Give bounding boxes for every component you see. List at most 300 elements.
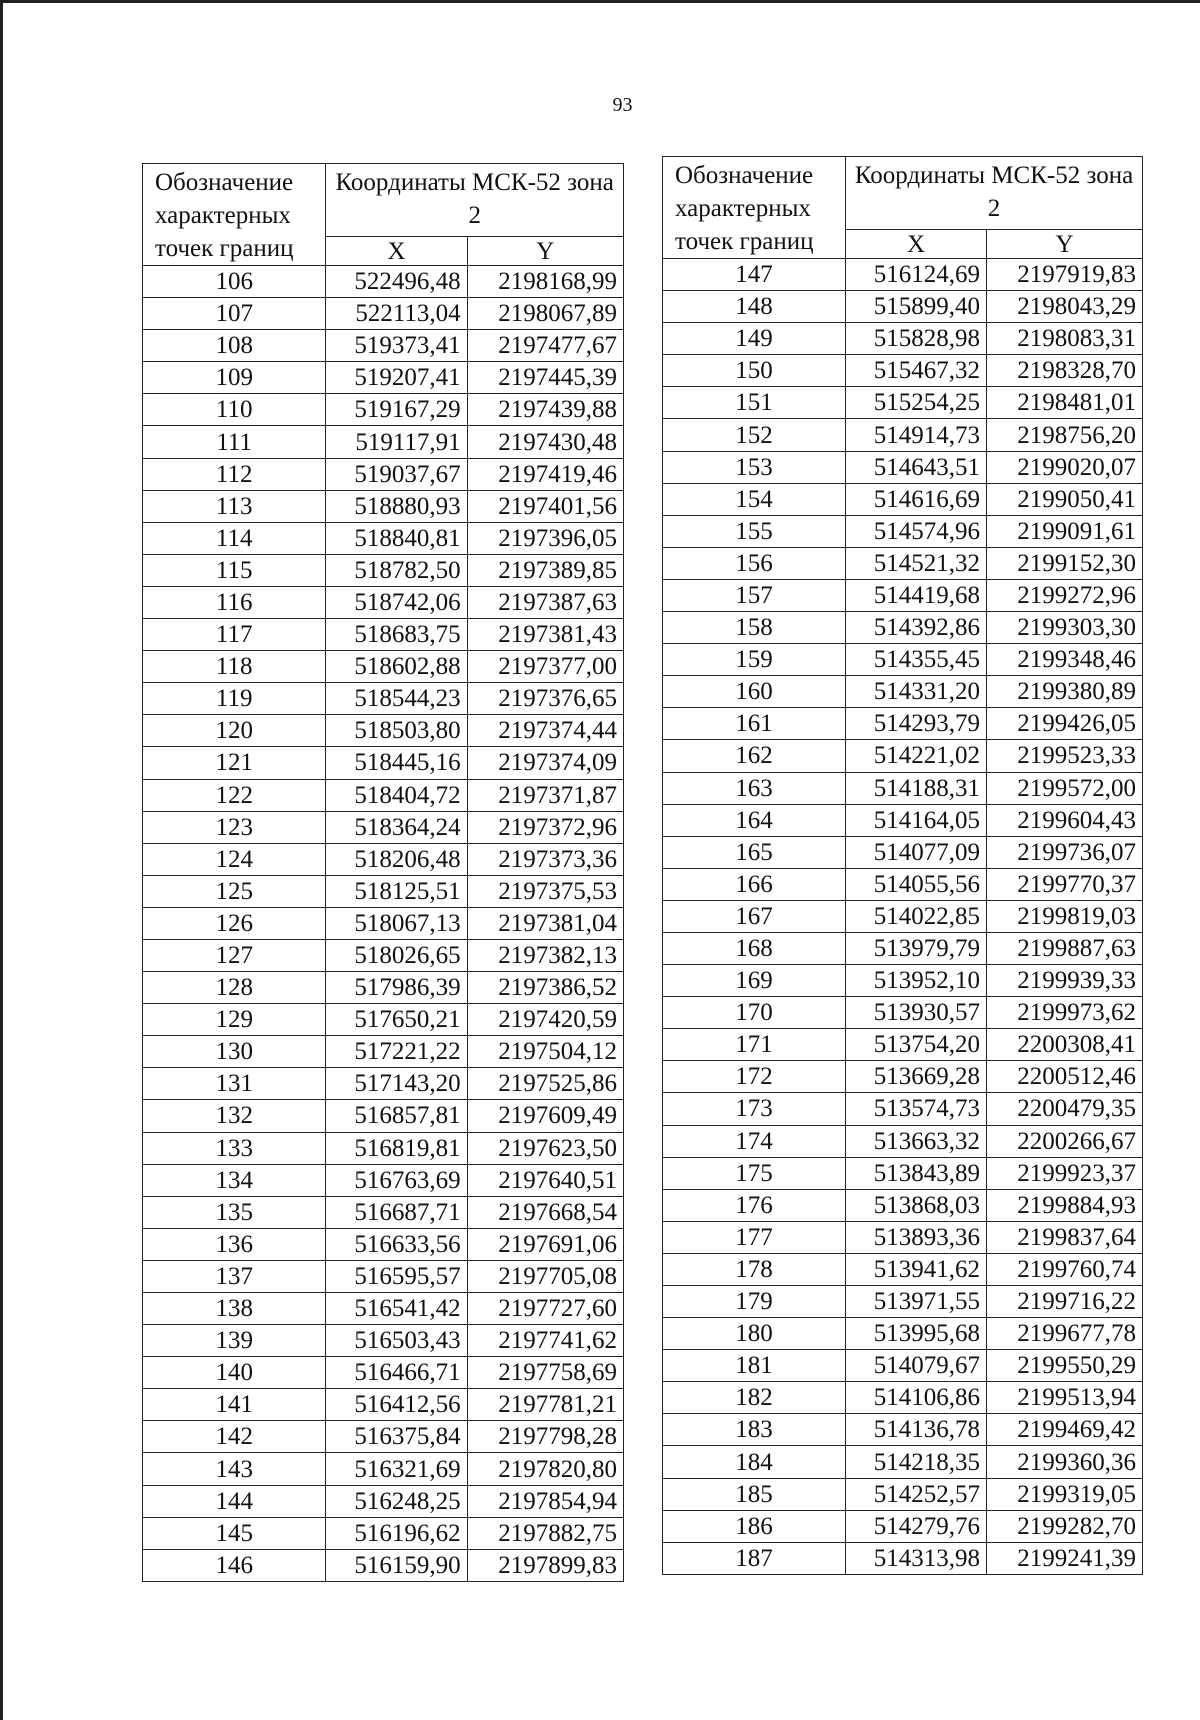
x-coordinate-cell: 516375,84 <box>326 1421 467 1453</box>
x-coordinate-cell: 519167,29 <box>326 394 467 426</box>
point-number-cell: 179 <box>663 1286 846 1318</box>
y-coordinate-cell: 2197798,28 <box>467 1421 623 1453</box>
table-row <box>663 419 1143 451</box>
y-coordinate-cell: 2198481,01 <box>987 387 1143 419</box>
point-number-cell: 173 <box>663 1093 846 1125</box>
y-coordinate-cell: 2199736,07 <box>987 836 1143 868</box>
x-coordinate-cell: 517650,21 <box>326 1004 467 1036</box>
table-row <box>143 1068 624 1100</box>
y-coordinate-cell: 2199939,33 <box>987 965 1143 997</box>
table-row <box>143 266 624 298</box>
point-number-cell: 125 <box>143 875 326 907</box>
point-number-cell: 118 <box>143 651 326 683</box>
point-number-cell: 134 <box>143 1164 326 1196</box>
table-row <box>143 1517 624 1549</box>
x-coordinate-cell: 514643,51 <box>846 451 987 483</box>
point-number-cell: 107 <box>143 298 326 330</box>
y-coordinate-cell: 2198083,31 <box>987 323 1143 355</box>
table-row <box>143 1260 624 1292</box>
y-coordinate-cell: 2197525,86 <box>467 1068 623 1100</box>
x-coordinate-cell: 518683,75 <box>326 619 467 651</box>
y-coordinate-cell: 2199380,89 <box>987 676 1143 708</box>
y-coordinate-cell: 2197899,83 <box>467 1549 623 1581</box>
table-row <box>663 1157 1143 1189</box>
table-row <box>143 1485 624 1517</box>
x-coordinate-cell: 513754,20 <box>846 1029 987 1061</box>
x-coordinate-cell: 513971,55 <box>846 1286 987 1318</box>
table-row <box>663 612 1143 644</box>
y-coordinate-cell: 2197609,49 <box>467 1100 623 1132</box>
point-number-cell: 166 <box>663 868 846 900</box>
header-point-designation: Обозначение характерных точек границ <box>663 157 846 259</box>
table-row <box>143 1357 624 1389</box>
x-coordinate-cell: 514022,85 <box>846 900 987 932</box>
table-row <box>143 907 624 939</box>
table-row <box>663 1061 1143 1093</box>
y-coordinate-cell: 2197375,53 <box>467 875 623 907</box>
point-number-cell: 155 <box>663 515 846 547</box>
table-row <box>143 875 624 907</box>
point-number-cell: 157 <box>663 579 846 611</box>
point-number-cell: 123 <box>143 811 326 843</box>
table-row <box>143 426 624 458</box>
y-coordinate-cell: 2199604,43 <box>987 804 1143 836</box>
table-row <box>663 1414 1143 1446</box>
y-coordinate-cell: 2199760,74 <box>987 1253 1143 1285</box>
point-number-cell: 127 <box>143 939 326 971</box>
header-x: X <box>846 230 987 259</box>
table-row <box>143 972 624 1004</box>
point-number-cell: 177 <box>663 1221 846 1253</box>
y-coordinate-cell: 2197419,46 <box>467 458 623 490</box>
x-coordinate-cell: 522496,48 <box>326 266 467 298</box>
point-number-cell: 120 <box>143 715 326 747</box>
point-number-cell: 106 <box>143 266 326 298</box>
table-row <box>143 458 624 490</box>
point-number-cell: 159 <box>663 644 846 676</box>
y-coordinate-cell: 2199272,96 <box>987 579 1143 611</box>
x-coordinate-cell: 516412,56 <box>326 1389 467 1421</box>
y-coordinate-cell: 2197389,85 <box>467 554 623 586</box>
y-coordinate-cell: 2197919,83 <box>987 259 1143 291</box>
y-coordinate-cell: 2199523,33 <box>987 740 1143 772</box>
point-number-cell: 175 <box>663 1157 846 1189</box>
x-coordinate-cell: 516763,69 <box>326 1164 467 1196</box>
point-number-cell: 139 <box>143 1325 326 1357</box>
y-coordinate-cell: 2197882,75 <box>467 1517 623 1549</box>
x-coordinate-cell: 514313,98 <box>846 1542 987 1574</box>
point-number-cell: 184 <box>663 1446 846 1478</box>
y-coordinate-cell: 2199923,37 <box>987 1157 1143 1189</box>
x-coordinate-cell: 514164,05 <box>846 804 987 836</box>
point-number-cell: 108 <box>143 330 326 362</box>
x-coordinate-cell: 517986,39 <box>326 972 467 1004</box>
table-row <box>143 586 624 618</box>
table-row <box>663 291 1143 323</box>
x-coordinate-cell: 514521,32 <box>846 547 987 579</box>
table-row <box>663 868 1143 900</box>
y-coordinate-cell: 2197387,63 <box>467 586 623 618</box>
table-row <box>663 644 1143 676</box>
x-coordinate-cell: 514914,73 <box>846 419 987 451</box>
point-number-cell: 143 <box>143 1453 326 1485</box>
x-coordinate-cell: 514279,76 <box>846 1510 987 1542</box>
y-coordinate-cell: 2197372,96 <box>467 811 623 843</box>
y-coordinate-cell: 2197381,04 <box>467 907 623 939</box>
y-coordinate-cell: 2197420,59 <box>467 1004 623 1036</box>
x-coordinate-cell: 514079,67 <box>846 1350 987 1382</box>
y-coordinate-cell: 2199677,78 <box>987 1318 1143 1350</box>
table-row <box>663 515 1143 547</box>
y-coordinate-cell: 2199303,30 <box>987 612 1143 644</box>
point-number-cell: 109 <box>143 362 326 394</box>
table-row <box>143 939 624 971</box>
x-coordinate-cell: 513574,73 <box>846 1093 987 1125</box>
y-coordinate-cell: 2197445,39 <box>467 362 623 394</box>
y-coordinate-cell: 2199241,39 <box>987 1542 1143 1574</box>
y-coordinate-cell: 2199426,05 <box>987 708 1143 740</box>
table-row <box>663 483 1143 515</box>
y-coordinate-cell: 2197430,48 <box>467 426 623 458</box>
x-coordinate-cell: 514077,09 <box>846 836 987 868</box>
point-number-cell: 180 <box>663 1318 846 1350</box>
x-coordinate-cell: 519037,67 <box>326 458 467 490</box>
y-coordinate-cell: 2197382,13 <box>467 939 623 971</box>
table-row <box>663 740 1143 772</box>
y-coordinate-cell: 2197373,36 <box>467 843 623 875</box>
x-coordinate-cell: 516321,69 <box>326 1453 467 1485</box>
y-coordinate-cell: 2197691,06 <box>467 1228 623 1260</box>
point-number-cell: 176 <box>663 1189 846 1221</box>
table-row <box>143 554 624 586</box>
y-coordinate-cell: 2199152,30 <box>987 547 1143 579</box>
point-number-cell: 126 <box>143 907 326 939</box>
y-coordinate-cell: 2197504,12 <box>467 1036 623 1068</box>
y-coordinate-cell: 2198043,29 <box>987 291 1143 323</box>
y-coordinate-cell: 2197386,52 <box>467 972 623 1004</box>
y-coordinate-cell: 2199469,42 <box>987 1414 1143 1446</box>
table-row <box>663 1189 1143 1221</box>
header-y: Y <box>467 237 623 266</box>
table-row <box>663 1253 1143 1285</box>
table-row <box>663 836 1143 868</box>
y-coordinate-cell: 2197741,62 <box>467 1325 623 1357</box>
y-coordinate-cell: 2199837,64 <box>987 1221 1143 1253</box>
point-number-cell: 130 <box>143 1036 326 1068</box>
table-row <box>663 451 1143 483</box>
point-number-cell: 187 <box>663 1542 846 1574</box>
point-number-cell: 115 <box>143 554 326 586</box>
point-number-cell: 112 <box>143 458 326 490</box>
point-number-cell: 170 <box>663 997 846 1029</box>
table-body <box>143 266 624 1582</box>
x-coordinate-cell: 514218,35 <box>846 1446 987 1478</box>
y-coordinate-cell: 2197371,87 <box>467 779 623 811</box>
table-row <box>143 715 624 747</box>
y-coordinate-cell: 2199973,62 <box>987 997 1143 1029</box>
point-number-cell: 121 <box>143 747 326 779</box>
table-row <box>143 747 624 779</box>
point-number-cell: 161 <box>663 708 846 740</box>
table-row <box>663 1510 1143 1542</box>
x-coordinate-cell: 516595,57 <box>326 1260 467 1292</box>
x-coordinate-cell: 518364,24 <box>326 811 467 843</box>
y-coordinate-cell: 2197374,44 <box>467 715 623 747</box>
table-row <box>143 1453 624 1485</box>
page-number: 93 <box>612 94 633 116</box>
y-coordinate-cell: 2197727,60 <box>467 1293 623 1325</box>
table-row <box>663 547 1143 579</box>
table-row <box>663 323 1143 355</box>
table-row <box>143 619 624 651</box>
x-coordinate-cell: 514136,78 <box>846 1414 987 1446</box>
table-row <box>143 1421 624 1453</box>
y-coordinate-cell: 2197377,00 <box>467 651 623 683</box>
y-coordinate-cell: 2197668,54 <box>467 1196 623 1228</box>
x-coordinate-cell: 518544,23 <box>326 683 467 715</box>
y-coordinate-cell: 2199770,37 <box>987 868 1143 900</box>
x-coordinate-cell: 518404,72 <box>326 779 467 811</box>
point-number-cell: 169 <box>663 965 846 997</box>
point-number-cell: 153 <box>663 451 846 483</box>
x-coordinate-cell: 515467,32 <box>846 355 987 387</box>
x-coordinate-cell: 518445,16 <box>326 747 467 779</box>
point-number-cell: 150 <box>663 355 846 387</box>
x-coordinate-cell: 518602,88 <box>326 651 467 683</box>
y-coordinate-cell: 2198756,20 <box>987 419 1143 451</box>
point-number-cell: 131 <box>143 1068 326 1100</box>
table-row <box>663 1221 1143 1253</box>
y-coordinate-cell: 2197439,88 <box>467 394 623 426</box>
table-row <box>143 683 624 715</box>
header-y: Y <box>987 230 1143 259</box>
point-number-cell: 111 <box>143 426 326 458</box>
point-number-cell: 154 <box>663 483 846 515</box>
y-coordinate-cell: 2199716,22 <box>987 1286 1143 1318</box>
y-coordinate-cell: 2199091,61 <box>987 515 1143 547</box>
x-coordinate-cell: 515899,40 <box>846 291 987 323</box>
table-row <box>143 1325 624 1357</box>
x-coordinate-cell: 518125,51 <box>326 875 467 907</box>
x-coordinate-cell: 513995,68 <box>846 1318 987 1350</box>
x-coordinate-cell: 516857,81 <box>326 1100 467 1132</box>
x-coordinate-cell: 514331,20 <box>846 676 987 708</box>
y-coordinate-cell: 2197758,69 <box>467 1357 623 1389</box>
table-row <box>143 394 624 426</box>
x-coordinate-cell: 518503,80 <box>326 715 467 747</box>
point-number-cell: 124 <box>143 843 326 875</box>
y-coordinate-cell: 2199884,93 <box>987 1189 1143 1221</box>
point-number-cell: 137 <box>143 1260 326 1292</box>
y-coordinate-cell: 2199020,07 <box>987 451 1143 483</box>
point-number-cell: 168 <box>663 932 846 964</box>
table-row <box>143 1549 624 1581</box>
table-row <box>143 362 624 394</box>
x-coordinate-cell: 513952,10 <box>846 965 987 997</box>
x-coordinate-cell: 513868,03 <box>846 1189 987 1221</box>
point-number-cell: 141 <box>143 1389 326 1421</box>
x-coordinate-cell: 514574,96 <box>846 515 987 547</box>
point-number-cell: 164 <box>663 804 846 836</box>
table-row <box>143 1164 624 1196</box>
table-row <box>143 1100 624 1132</box>
x-coordinate-cell: 518742,06 <box>326 586 467 618</box>
y-coordinate-cell: 2199513,94 <box>987 1382 1143 1414</box>
y-coordinate-cell: 2199282,70 <box>987 1510 1143 1542</box>
point-number-cell: 152 <box>663 419 846 451</box>
x-coordinate-cell: 519117,91 <box>326 426 467 458</box>
table-row <box>663 965 1143 997</box>
point-number-cell: 147 <box>663 259 846 291</box>
x-coordinate-cell: 519207,41 <box>326 362 467 394</box>
table-row <box>663 900 1143 932</box>
x-coordinate-cell: 517143,20 <box>326 1068 467 1100</box>
point-number-cell: 142 <box>143 1421 326 1453</box>
table-row <box>143 490 624 522</box>
point-number-cell: 171 <box>663 1029 846 1061</box>
table-row <box>143 1004 624 1036</box>
point-number-cell: 132 <box>143 1100 326 1132</box>
point-number-cell: 128 <box>143 972 326 1004</box>
y-coordinate-cell: 2197820,80 <box>467 1453 623 1485</box>
y-coordinate-cell: 2197623,50 <box>467 1132 623 1164</box>
table-row <box>663 1542 1143 1574</box>
table-row <box>663 387 1143 419</box>
x-coordinate-cell: 514419,68 <box>846 579 987 611</box>
x-coordinate-cell: 516124,69 <box>846 259 987 291</box>
point-number-cell: 183 <box>663 1414 846 1446</box>
point-number-cell: 145 <box>143 1517 326 1549</box>
table-row <box>143 843 624 875</box>
point-number-cell: 160 <box>663 676 846 708</box>
point-number-cell: 182 <box>663 1382 846 1414</box>
point-number-cell: 185 <box>663 1478 846 1510</box>
point-number-cell: 146 <box>143 1549 326 1581</box>
x-coordinate-cell: 514616,69 <box>846 483 987 515</box>
y-coordinate-cell: 2198067,89 <box>467 298 623 330</box>
x-coordinate-cell: 516541,42 <box>326 1293 467 1325</box>
table-row <box>143 1036 624 1068</box>
x-coordinate-cell: 513893,36 <box>846 1221 987 1253</box>
table-row <box>663 804 1143 836</box>
point-number-cell: 158 <box>663 612 846 644</box>
point-number-cell: 133 <box>143 1132 326 1164</box>
x-coordinate-cell: 518880,93 <box>326 490 467 522</box>
y-coordinate-cell: 2200266,67 <box>987 1125 1143 1157</box>
y-coordinate-cell: 2198328,70 <box>987 355 1143 387</box>
table-row <box>663 772 1143 804</box>
y-coordinate-cell: 2199550,29 <box>987 1350 1143 1382</box>
x-coordinate-cell: 513930,57 <box>846 997 987 1029</box>
x-coordinate-cell: 513669,28 <box>846 1061 987 1093</box>
coordinates-table-right <box>662 156 1143 1575</box>
y-coordinate-cell: 2199319,05 <box>987 1478 1143 1510</box>
point-number-cell: 110 <box>143 394 326 426</box>
table-row <box>663 1125 1143 1157</box>
table-row <box>663 708 1143 740</box>
x-coordinate-cell: 516196,62 <box>326 1517 467 1549</box>
table-row <box>663 1286 1143 1318</box>
x-coordinate-cell: 513843,89 <box>846 1157 987 1189</box>
point-number-cell: 117 <box>143 619 326 651</box>
point-number-cell: 119 <box>143 683 326 715</box>
point-number-cell: 149 <box>663 323 846 355</box>
table-row <box>143 522 624 554</box>
point-number-cell: 186 <box>663 1510 846 1542</box>
y-coordinate-cell: 2200512,46 <box>987 1061 1143 1093</box>
point-number-cell: 116 <box>143 586 326 618</box>
x-coordinate-cell: 516687,71 <box>326 1196 467 1228</box>
y-coordinate-cell: 2199360,36 <box>987 1446 1143 1478</box>
x-coordinate-cell: 513663,32 <box>846 1125 987 1157</box>
x-coordinate-cell: 517221,22 <box>326 1036 467 1068</box>
table-row <box>663 355 1143 387</box>
x-coordinate-cell: 516819,81 <box>326 1132 467 1164</box>
y-coordinate-cell: 2197705,08 <box>467 1260 623 1292</box>
x-coordinate-cell: 516248,25 <box>326 1485 467 1517</box>
point-number-cell: 135 <box>143 1196 326 1228</box>
x-coordinate-cell: 518206,48 <box>326 843 467 875</box>
point-number-cell: 136 <box>143 1228 326 1260</box>
y-coordinate-cell: 2197781,21 <box>467 1389 623 1421</box>
table-row <box>143 1132 624 1164</box>
point-number-cell: 165 <box>663 836 846 868</box>
y-coordinate-cell: 2197381,43 <box>467 619 623 651</box>
coordinates-table-left <box>142 163 624 1582</box>
table-row <box>663 676 1143 708</box>
header-x: X <box>326 237 467 266</box>
table-row <box>663 1350 1143 1382</box>
point-number-cell: 122 <box>143 779 326 811</box>
table-row <box>663 997 1143 1029</box>
point-number-cell: 174 <box>663 1125 846 1157</box>
table-row <box>663 579 1143 611</box>
x-coordinate-cell: 515828,98 <box>846 323 987 355</box>
x-coordinate-cell: 518067,13 <box>326 907 467 939</box>
x-coordinate-cell: 516633,56 <box>326 1228 467 1260</box>
table-row <box>143 1293 624 1325</box>
table-row <box>143 1389 624 1421</box>
table-row <box>143 1196 624 1228</box>
point-number-cell: 178 <box>663 1253 846 1285</box>
table-row <box>143 298 624 330</box>
table-row <box>663 1318 1143 1350</box>
y-coordinate-cell: 2199887,63 <box>987 932 1143 964</box>
x-coordinate-cell: 514355,45 <box>846 644 987 676</box>
table-row <box>143 330 624 362</box>
point-number-cell: 151 <box>663 387 846 419</box>
y-coordinate-cell: 2197401,56 <box>467 490 623 522</box>
point-number-cell: 148 <box>663 291 846 323</box>
y-coordinate-cell: 2199050,41 <box>987 483 1143 515</box>
point-number-cell: 156 <box>663 547 846 579</box>
header-coordinates: Координаты МСК-52 зона 2 <box>326 164 624 237</box>
point-number-cell: 172 <box>663 1061 846 1093</box>
x-coordinate-cell: 514188,31 <box>846 772 987 804</box>
x-coordinate-cell: 514055,56 <box>846 868 987 900</box>
y-coordinate-cell: 2197477,67 <box>467 330 623 362</box>
x-coordinate-cell: 522113,04 <box>326 298 467 330</box>
table-row <box>143 811 624 843</box>
x-coordinate-cell: 514252,57 <box>846 1478 987 1510</box>
y-coordinate-cell: 2200308,41 <box>987 1029 1143 1061</box>
table-row <box>663 1093 1143 1125</box>
x-coordinate-cell: 518840,81 <box>326 522 467 554</box>
y-coordinate-cell: 2200479,35 <box>987 1093 1143 1125</box>
point-number-cell: 163 <box>663 772 846 804</box>
x-coordinate-cell: 513979,79 <box>846 932 987 964</box>
point-number-cell: 114 <box>143 522 326 554</box>
